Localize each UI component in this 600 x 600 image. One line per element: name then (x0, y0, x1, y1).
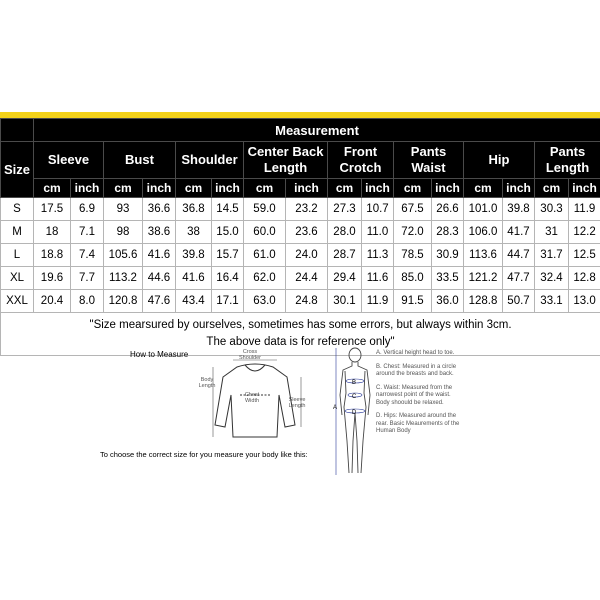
value-cell: 36.6 (143, 198, 176, 221)
value-cell: 59.0 (244, 198, 286, 221)
value-cell: 26.6 (432, 198, 464, 221)
unit-header: cm (464, 179, 503, 198)
size-column-header: Size (1, 142, 34, 198)
value-cell: 72.0 (394, 221, 432, 244)
value-cell: 39.8 (503, 198, 535, 221)
value-cell: 33.1 (535, 290, 569, 313)
unit-header: inch (362, 179, 394, 198)
unit-header: cm (535, 179, 569, 198)
marker-d: D (352, 410, 357, 416)
value-cell: 41.6 (176, 267, 212, 290)
note-c: C. Waist: Measured from the narrowest point of the waist. Body shoould be relaxed. (376, 384, 453, 406)
column-header-shoulder: Shoulder (176, 142, 244, 179)
value-cell: 7.1 (71, 221, 104, 244)
unit-header: cm (394, 179, 432, 198)
value-cell: 106.0 (464, 221, 503, 244)
size-cell: L (1, 244, 34, 267)
value-cell: 62.0 (244, 267, 286, 290)
value-cell: 36.0 (432, 290, 464, 313)
value-cell: 113.2 (104, 267, 143, 290)
value-cell: 43.4 (176, 290, 212, 313)
unit-header: cm (104, 179, 143, 198)
table-row (1, 290, 600, 313)
value-cell: 12.5 (569, 244, 600, 267)
value-cell: 47.7 (503, 267, 535, 290)
disclaimer-note: "Size mearsured by ourselves, sometimes has some errors, but always within 3cm. The above data is for reference only" (1, 313, 600, 356)
body-silhouette-diagram (333, 345, 373, 477)
value-cell: 31 (535, 221, 569, 244)
table-row (1, 198, 600, 221)
value-cell: 60.0 (244, 221, 286, 244)
value-cell: 17.5 (34, 198, 71, 221)
value-cell: 28.0 (328, 221, 362, 244)
value-cell: 78.5 (394, 244, 432, 267)
body-length-label: Body Length (198, 377, 216, 389)
unit-header: cm (244, 179, 286, 198)
value-cell: 24.0 (286, 244, 328, 267)
value-cell: 18 (34, 221, 71, 244)
value-cell: 61.0 (244, 244, 286, 267)
corner-cell (1, 119, 34, 142)
value-cell: 50.7 (503, 290, 535, 313)
value-cell: 28.7 (328, 244, 362, 267)
column-header-bust: Bust (104, 142, 176, 179)
value-cell: 47.6 (143, 290, 176, 313)
value-cell: 31.7 (535, 244, 569, 267)
value-cell: 98 (104, 221, 143, 244)
table-row (1, 244, 600, 267)
note-a: A. Vertical height head to toe. (376, 350, 455, 356)
value-cell: 13.0 (569, 290, 600, 313)
value-cell: 41.6 (143, 244, 176, 267)
value-cell: 18.8 (34, 244, 71, 267)
size-cell: M (1, 221, 34, 244)
table-row (1, 267, 600, 290)
value-cell: 121.2 (464, 267, 503, 290)
value-cell: 7.7 (71, 267, 104, 290)
value-cell: 38 (176, 221, 212, 244)
unit-header: inch (503, 179, 535, 198)
value-cell: 41.7 (503, 221, 535, 244)
value-cell: 33.5 (432, 267, 464, 290)
value-cell: 7.4 (71, 244, 104, 267)
marker-b: B (352, 380, 357, 386)
measure-notes (376, 350, 466, 442)
unit-header: inch (432, 179, 464, 198)
column-header-hip: Hip (464, 142, 535, 179)
note-row (1, 313, 600, 356)
value-cell: 113.6 (464, 244, 503, 267)
value-cell: 24.8 (286, 290, 328, 313)
value-cell: 30.3 (535, 198, 569, 221)
marker-a: A (333, 405, 338, 411)
column-header-center-back-length: Center Back Length (244, 142, 328, 179)
value-cell: 39.8 (176, 244, 212, 267)
unit-header: inch (143, 179, 176, 198)
value-cell: 24.4 (286, 267, 328, 290)
measure-instruction: To choose the correct size for you measure your body like this: (100, 450, 308, 459)
value-cell: 120.8 (104, 290, 143, 313)
unit-header: inch (212, 179, 244, 198)
column-header-front-crotch: Front Crotch (328, 142, 394, 179)
value-cell: 11.3 (362, 244, 394, 267)
unit-header: cm (328, 179, 362, 198)
unit-header: cm (34, 179, 71, 198)
unit-header: inch (71, 179, 104, 198)
sleeve-length-label: Sleeve Length (288, 397, 306, 409)
note-b: B. Chest: Measured in a circle around the breasts and back. (376, 363, 457, 377)
column-header-pants-waist: Pants Waist (394, 142, 464, 179)
table-row (1, 221, 600, 244)
value-cell: 36.8 (176, 198, 212, 221)
value-cell: 10.7 (362, 198, 394, 221)
value-cell: 6.9 (71, 198, 104, 221)
column-names-row (1, 142, 600, 179)
unit-header: inch (569, 179, 600, 198)
value-cell: 63.0 (244, 290, 286, 313)
size-chart-table (0, 118, 600, 356)
cross-shoulder-label: Cross Shoulder (238, 349, 262, 361)
value-cell: 19.6 (34, 267, 71, 290)
value-cell: 91.5 (394, 290, 432, 313)
size-cell: XL (1, 267, 34, 290)
value-cell: 30.9 (432, 244, 464, 267)
unit-header: inch (286, 179, 328, 198)
value-cell: 128.8 (464, 290, 503, 313)
column-header-sleeve: Sleeve (34, 142, 104, 179)
value-cell: 15.7 (212, 244, 244, 267)
size-cell: XXL (1, 290, 34, 313)
value-cell: 23.6 (286, 221, 328, 244)
value-cell: 12.2 (569, 221, 600, 244)
value-cell: 12.8 (569, 267, 600, 290)
value-cell: 30.1 (328, 290, 362, 313)
marker-c: C (352, 394, 357, 400)
value-cell: 14.5 (212, 198, 244, 221)
value-cell: 20.4 (34, 290, 71, 313)
value-cell: 101.0 (464, 198, 503, 221)
value-cell: 15.0 (212, 221, 244, 244)
value-cell: 28.3 (432, 221, 464, 244)
value-cell: 27.3 (328, 198, 362, 221)
value-cell: 44.6 (143, 267, 176, 290)
note-d: D. Hips: Measured around the rear. Basic Meaurements of the Human Body (376, 413, 460, 434)
value-cell: 17.1 (212, 290, 244, 313)
value-cell: 44.7 (503, 244, 535, 267)
how-to-measure-title: How to Measure (130, 350, 189, 359)
value-cell: 93 (104, 198, 143, 221)
value-cell: 11.9 (362, 290, 394, 313)
value-cell: 11.9 (569, 198, 600, 221)
value-cell: 8.0 (71, 290, 104, 313)
unit-header: cm (176, 179, 212, 198)
value-cell: 38.6 (143, 221, 176, 244)
value-cell: 16.4 (212, 267, 244, 290)
value-cell: 32.4 (535, 267, 569, 290)
value-cell: 105.6 (104, 244, 143, 267)
value-cell: 11.0 (362, 221, 394, 244)
value-cell: 23.2 (286, 198, 328, 221)
column-header-pants-length: Pants Length (535, 142, 600, 179)
chest-width-label: Chest Width (244, 392, 260, 404)
measurement-header-row (1, 119, 600, 142)
value-cell: 85.0 (394, 267, 432, 290)
units-row (1, 179, 600, 198)
value-cell: 11.6 (362, 267, 394, 290)
measurement-group-header: Measurement (34, 119, 600, 142)
size-cell: S (1, 198, 34, 221)
value-cell: 29.4 (328, 267, 362, 290)
value-cell: 67.5 (394, 198, 432, 221)
